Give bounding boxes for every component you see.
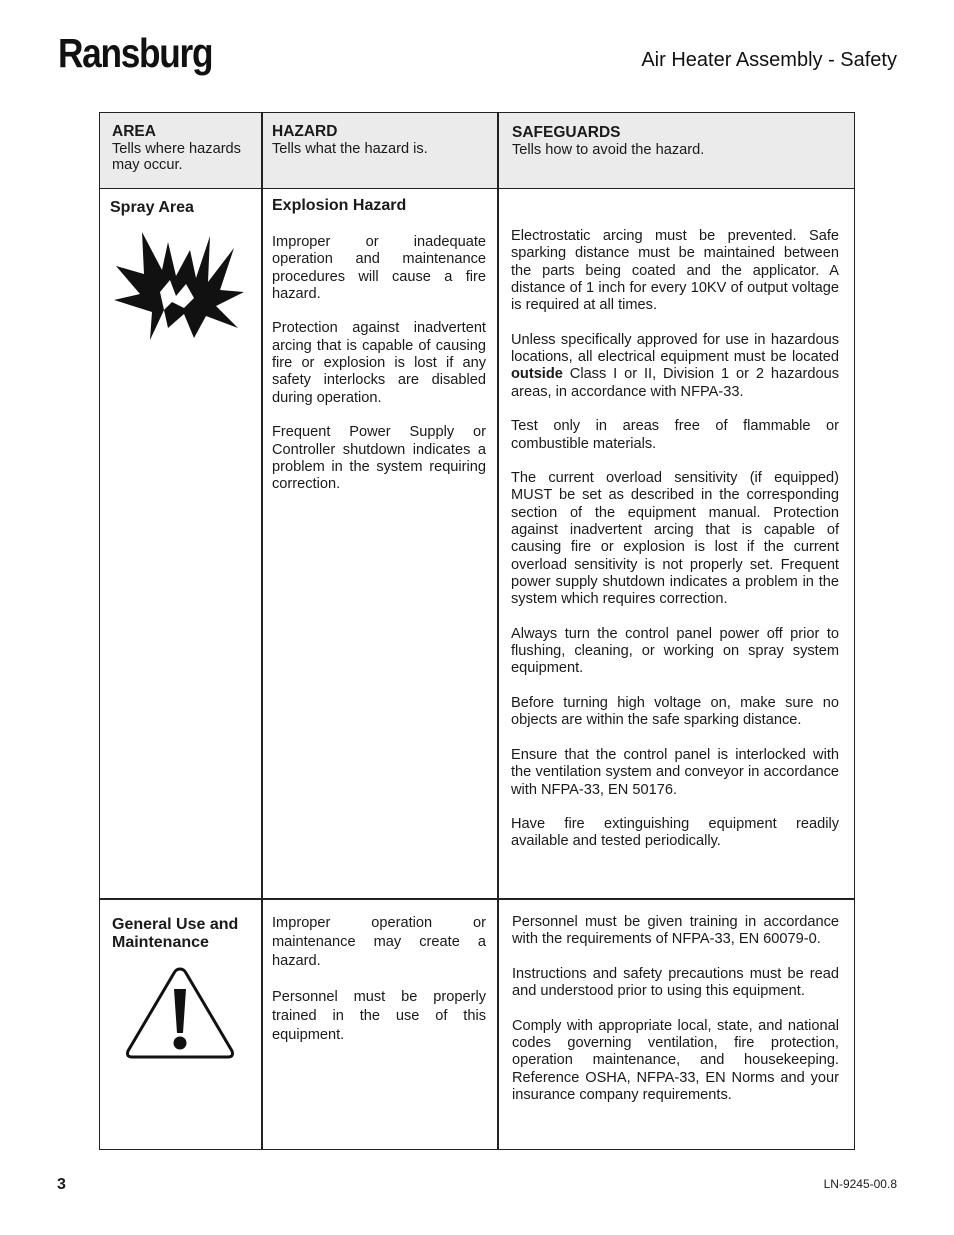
warning-triangle-icon [124,965,236,1061]
safeguard-paragraph: Electrostatic arcing must be prevented. Safe sparking distance must be maintained between the parts being coated and the applicator. A distance of 1 inch for every 10KV of output voltage is required at all times. [511,228,839,314]
safeguard-text: Class I or II, Division 1 or 2 hazardous areas, in accordance with NFPA-33. [511,366,839,400]
document-code: LN-9245-00.8 [823,1177,897,1191]
safeguard-paragraph: Ensure that the control panel is interlocked with the ventilation system and conveyor in accordance with NFPA-33, EN 50176. [511,746,839,798]
header-area-desc: Tells where hazards may occur. [112,141,241,173]
safeguard-paragraph: Before turning high voltage on, make sure no objects are within the safe sparking distance. [511,695,839,729]
safeguard-paragraph: The current overload sensitivity (if equipped) MUST be set as described in the corresponding section of the equipment manual. Protection against inadvertent arcing that is capable of causing fire or explosion is lost if the current overload sensitivity is not properly set. Frequent power supply shutdown indicates a problem in the system which requires correction. [511,470,839,608]
hazard-paragraph: Improper operation or maintenance may create a hazard. [272,915,486,969]
header-safeguards-desc: Tells how to avoid the hazard. [512,142,705,158]
header-hazard-desc: Tells what the hazard is. [272,141,428,157]
header-safeguards-name: SAFEGUARDS [512,124,621,141]
safeguard-paragraph: Always turn the control panel power off prior to flushing, cleaning, or working on spray system equipment. [511,625,839,677]
hazard-paragraph: Personnel must be properly trained in the use of this equipment. [272,989,486,1044]
column-divider [497,113,499,1149]
safeguard-paragraph: Instructions and safety precautions must be read and understood prior to using this equipment. [512,965,839,1000]
safeguard-emphasis: outside [511,366,563,383]
safeguard-paragraph: Have fire extinguishing equipment readily available and tested periodically. [511,816,839,850]
row-spray-area-hazard [272,234,486,511]
safeguard-paragraph: Comply with appropriate local, state, and national codes governing ventilation, fire protection, operation maintenance, and housekeeping. Reference OSHA, NFPA-33, EN Norms and your insurance company requirements. [512,1017,839,1103]
header-area [112,122,254,173]
header-hazard-name: HAZARD [272,123,338,140]
brand-logo: Ransburg [58,30,213,76]
row-divider [100,898,854,900]
header-safeguards [512,123,842,158]
row-general-use-safeguards [512,914,839,1122]
row-spray-area-label: Spray Area [110,199,194,216]
safety-table [99,112,855,1150]
header-hazard [272,122,492,157]
hazard-paragraph: Protection against inadvertent arcing that is capable of causing fire or explosion is lost if any safety interlocks are disabled during operation. [272,320,486,406]
safeguard-text: Unless specifically approved for use in hazardous locations, all electrical equipment must be located [511,331,839,366]
explosion-icon [110,230,246,342]
column-divider [261,113,263,1149]
safeguard-paragraph [511,332,839,401]
safeguard-paragraph: Test only in areas free of flammable or combustible materials. [511,418,839,452]
hazard-paragraph: Improper or inadequate operation and maintenance procedures will cause a fire hazard. [272,234,486,302]
explosion-hazard-title: Explosion Hazard [272,197,407,214]
page-number: 3 [57,1176,66,1193]
row-general-use-hazard [272,914,486,1063]
page-title: Air Heater Assembly - Safety [641,49,897,71]
header-area-name: AREA [112,123,156,140]
row-general-use-label: General Use and Maintenance [112,916,239,951]
hazard-paragraph: Frequent Power Supply or Controller shutdown indicates a problem in the system requiring correction. [272,424,486,493]
row-spray-area-safeguards [511,228,839,868]
safeguard-paragraph: Personnel must be given training in accordance with the requirements of NFPA-33, EN 60079-0. [512,914,839,948]
